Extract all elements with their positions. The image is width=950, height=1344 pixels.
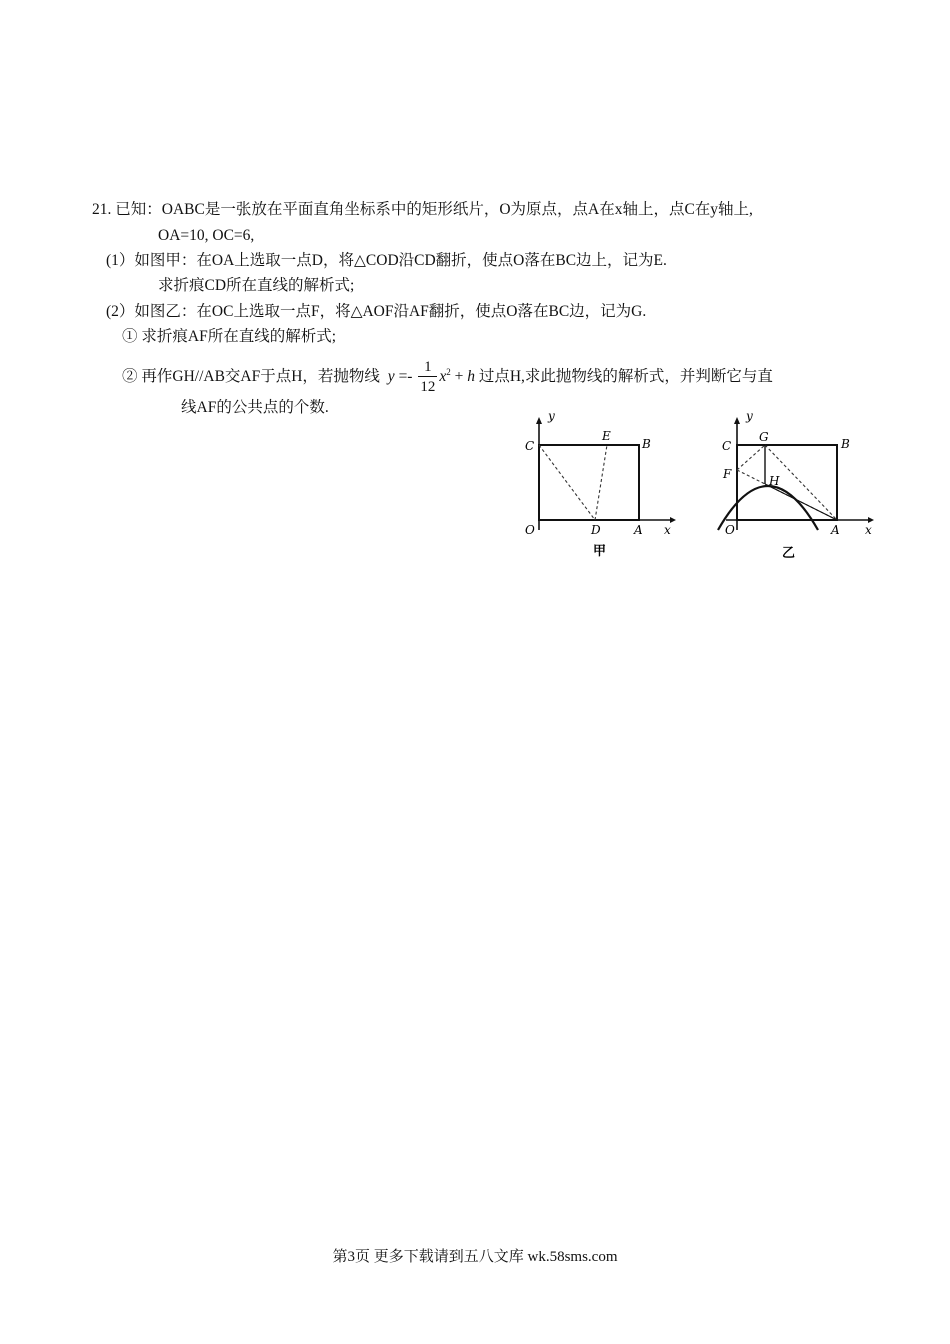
rectangle-oabc [737, 445, 837, 520]
label-a: A [634, 523, 643, 537]
label-a: A [831, 523, 840, 537]
formula-numerator: 1 [418, 358, 437, 377]
part1-task: 求折痕CD所在直线的解析式; [158, 277, 355, 294]
label-g: G [759, 430, 769, 444]
caption-yi: 乙 [782, 546, 796, 561]
part2-item2-continued: 线AF的公共点的个数. [181, 399, 329, 416]
part2-item2 [122, 352, 773, 397]
formula-denominator: 12 [420, 379, 436, 396]
label-d: D [591, 523, 601, 537]
formula-exponent: 2 [446, 367, 451, 377]
part2-item2-text-before: ② 再作GH//AB交AF于点H，若抛物线 [122, 368, 380, 386]
label-o: O [525, 523, 535, 537]
segment-de [595, 445, 607, 520]
label-c: C [525, 439, 535, 453]
formula-plus: + [454, 368, 464, 386]
label-b: B [642, 437, 651, 451]
x-axis-arrow [670, 517, 676, 523]
rectangle-oabc [539, 445, 639, 520]
part1-question: (1）如图甲：在OA上选取一点D，将△COD沿CD翻折，使点O落在BC边上，记为E. [106, 252, 667, 269]
fold-line-cd [539, 445, 595, 520]
label-c: C [722, 439, 732, 453]
label-x: x [865, 523, 872, 537]
label-e: E [602, 429, 611, 443]
part2-item1: ① 求折痕AF所在直线的解析式; [122, 328, 336, 345]
segment-fg [737, 445, 765, 470]
label-h: H [769, 474, 780, 488]
y-axis-arrow [734, 417, 740, 424]
part2-question: (2）如图乙：在OC上选取一点F，将△AOF沿AF翻折，使点O落在BC边，记为G. [106, 303, 647, 320]
label-x: x [664, 523, 671, 537]
formula-x: x [439, 368, 447, 386]
label-y: y [548, 412, 555, 423]
figure-yi [710, 412, 885, 562]
figure-jia-diagram [515, 412, 685, 562]
label-f: F [723, 467, 732, 481]
page-footer: 第3页 更多下载请到五八文库 wk.58sms.com [332, 1249, 618, 1265]
part2-item2-text-after: 过点H,求此抛物线的解析式，并判断它与直 [478, 368, 773, 386]
problem-given: OA=10, OC=6, [158, 227, 255, 244]
figure-yi-diagram [710, 412, 885, 562]
label-o: O [725, 523, 735, 537]
segment-ha [765, 484, 837, 520]
label-b: B [841, 437, 850, 451]
formula-eq: =- [398, 368, 413, 386]
figure-jia [515, 412, 685, 562]
formula-y: y [387, 368, 395, 386]
label-y: y [746, 412, 753, 423]
caption-jia: 甲 [593, 544, 607, 559]
formula-h: h [467, 368, 475, 386]
formula-fraction [418, 358, 437, 397]
problem-intro: 21. 已知：OABC是一张放在平面直角坐标系中的矩形纸片，O为原点，点A在x轴上，点C在y轴上, [92, 201, 753, 218]
parabola-formula [387, 359, 479, 396]
y-axis-arrow [536, 417, 542, 424]
